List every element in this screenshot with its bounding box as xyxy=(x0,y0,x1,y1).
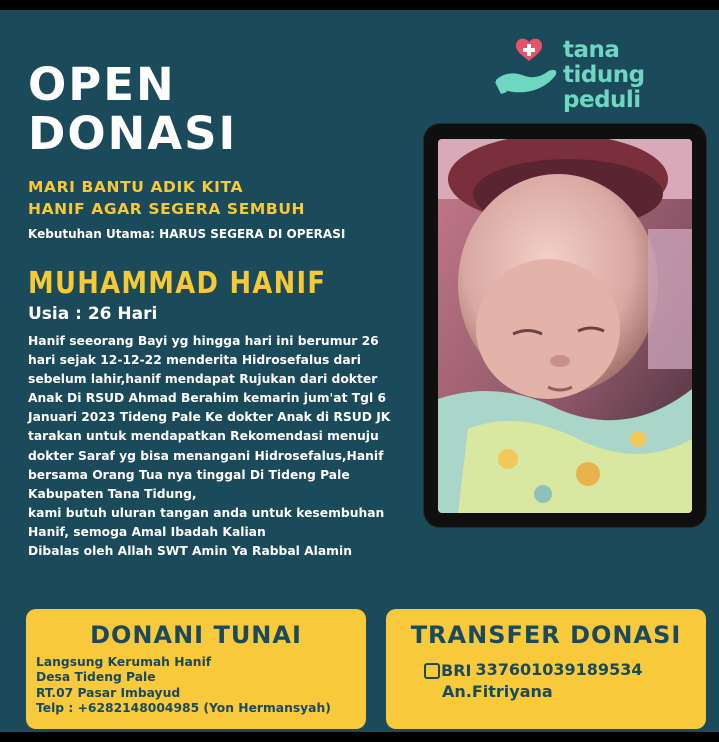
brand-logo xyxy=(493,36,703,113)
donation-poster xyxy=(0,10,719,732)
tablet-frame xyxy=(424,124,706,527)
patient-story: Hanif seeorang Bayi yg hingga hari ini berumur 26 hari sejak 12-12-22 menderita Hidrosefalus dari sebelum lahir,hanif mendapat Rujukan dari dokter Anak Di RSUD Ahmad Berahim kemarin jum'at Tgl 6 Januari 2023 Tideng Pale Ke dokter Anak di RSUD JK tarakan untuk mendapatkan Rekomendasi menuju dokter Saraf yg bisa menangani Hidrosefalus,Hanif bersama Orang Tua nya tinggal Di Tideng Pale Kabupaten Tana Tidung, kami butuh uluran tangan anda untuk kesembuhan Hanif, semoga Amal Ibadah Kalian Dibalas oleh Allah SWT Amin Ya Rabbal Alamin xyxy=(28,334,391,559)
cash-line-rt: RT.07 Pasar Imbayud xyxy=(36,685,181,700)
bank-name: BRI xyxy=(441,661,472,680)
bank-account xyxy=(424,659,642,702)
brand-name-line2: peduli xyxy=(563,87,641,113)
bri-logo-icon xyxy=(424,660,471,681)
patient-name: MUHAMMAD HANIF xyxy=(28,266,327,301)
subtitle-line1: MARI BANTU ADIK KITA xyxy=(28,178,244,196)
cash-details xyxy=(36,655,331,717)
transfer-donation-box xyxy=(386,609,706,729)
brand-name xyxy=(563,38,703,113)
cash-line-phone: Telp : +6282148004985 (Yon Hermansyah) xyxy=(36,701,331,716)
appeal-subtitle xyxy=(28,176,305,220)
title-line-donasi: DONASI xyxy=(28,107,238,160)
heart-hand-icon xyxy=(493,36,563,98)
main-title xyxy=(28,60,237,158)
account-number: 337601039189534 xyxy=(475,660,643,679)
main-need: Kebutuhan Utama: HARUS SEGERA DI OPERASI xyxy=(28,227,346,241)
cash-line-address: Langsung Kerumah Hanif xyxy=(36,655,212,669)
tablet-camera xyxy=(558,129,572,133)
brand-name-line1: tana tidung xyxy=(563,37,645,88)
cash-heading: DONANI TUNAI xyxy=(90,621,302,649)
patient-age: Usia : 26 Hari xyxy=(28,304,158,324)
cash-line-village: Desa Tideng Pale xyxy=(36,670,156,685)
transfer-heading: TRANSFER DONASI xyxy=(410,621,682,649)
baby-photo xyxy=(438,139,692,513)
title-line-open: OPEN xyxy=(28,58,176,111)
cash-donation-box xyxy=(26,609,366,729)
subtitle-line2: HANIF AGAR SEGERA SEMBUH xyxy=(28,200,306,218)
account-name: An.Fitriyana xyxy=(442,682,553,701)
